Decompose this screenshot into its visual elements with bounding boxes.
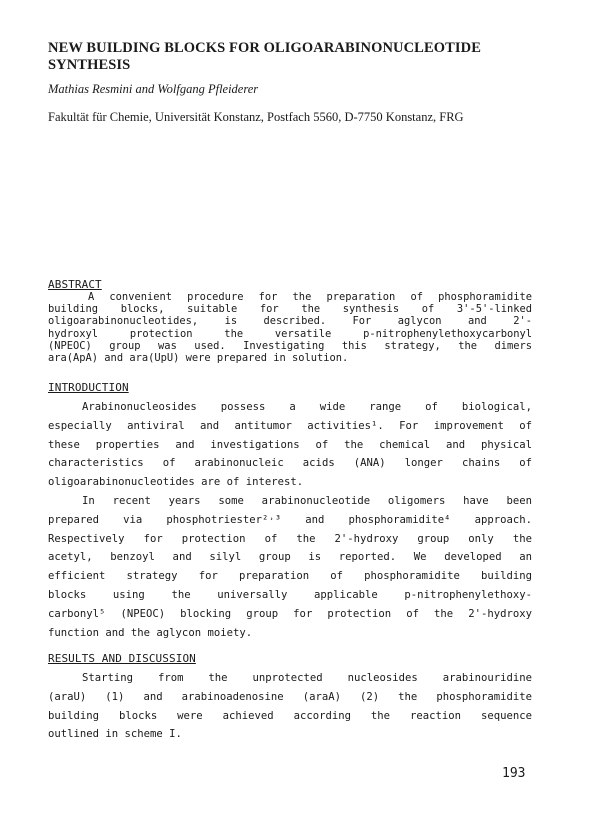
body-line: especially antiviral and antitumor activities¹. For improvement of — [48, 419, 532, 432]
page-number: 193 — [502, 766, 526, 781]
body-line: carbonyl⁵ (NPEOC) blocking group for protection of the 2'-hydroxy — [48, 607, 532, 620]
abstract-line: oligoarabinonucleotides, is described. For aglycon and 2'- — [48, 315, 532, 328]
body-line: function and the aglycon moiety. — [48, 626, 253, 639]
body-line: these properties and investigations of the chemical and physical — [48, 438, 532, 451]
body-line: outlined in scheme I. — [48, 728, 182, 741]
abstract-line: A convenient procedure for the preparation of phosphoramidite — [88, 291, 532, 303]
introduction-paragraph-1 — [48, 398, 532, 492]
abstract-heading: ABSTRACT — [48, 278, 102, 291]
body-line: blocks using the universally applicable p-nitrophenylethoxy- — [48, 588, 532, 601]
paper-affiliation: Fakultät für Chemie, Universität Konstanz, Postfach 5560, D-7750 Konstanz, FRG — [48, 110, 464, 124]
paper-authors: Mathias Resmini and Wolfgang Pfleiderer — [48, 82, 259, 96]
introduction-paragraph-2 — [48, 492, 532, 642]
abstract-line: ara(ApA) and ara(UpU) were prepared in solution. — [48, 352, 349, 365]
body-line: oligoarabinonucleotides are of interest. — [48, 476, 304, 489]
body-line: prepared via phosphotriester²˒³ and phosphoramidite⁴ approach. — [48, 513, 532, 526]
body-line: building blocks were achieved according the reaction sequence — [48, 709, 532, 722]
body-line: (araU) (1) and arabinoadenosine (araA) (2) the phosphoramidite — [48, 690, 532, 703]
body-line: characteristics of arabinonucleic acids (ANA) longer chains of — [48, 457, 532, 470]
body-line: Arabinonucleosides possess a wide range of biological, — [82, 401, 532, 413]
abstract-body — [48, 291, 532, 364]
body-line: acetyl, benzoyl and silyl group is reported. We developed an — [48, 551, 532, 564]
abstract-line: building blocks, suitable for the synthesis of 3'-5'-linked — [48, 303, 532, 316]
body-line: Respectively for protection of the 2'-hydroxy group only the — [48, 532, 532, 545]
body-line: Starting from the unprotected nucleosides arabinouridine — [82, 672, 532, 684]
abstract-line: hydroxyl protection the versatile p-nitrophenylethoxycarbonyl — [48, 327, 532, 340]
paper-title: NEW BUILDING BLOCKS FOR OLIGOARABINONUCLEOTIDE SYNTHESIS — [48, 40, 481, 73]
introduction-heading: INTRODUCTION — [48, 381, 129, 394]
results-heading: RESULTS AND DISCUSSION — [48, 652, 196, 665]
results-paragraph-1 — [48, 669, 532, 744]
abstract-line: (NPEOC) group was used. Investigating this strategy, the dimers — [48, 339, 532, 352]
body-line: In recent years some arabinonucleotide oligomers have been — [82, 495, 532, 507]
body-line: efficient strategy for preparation of phosphoramidite building — [48, 570, 532, 583]
